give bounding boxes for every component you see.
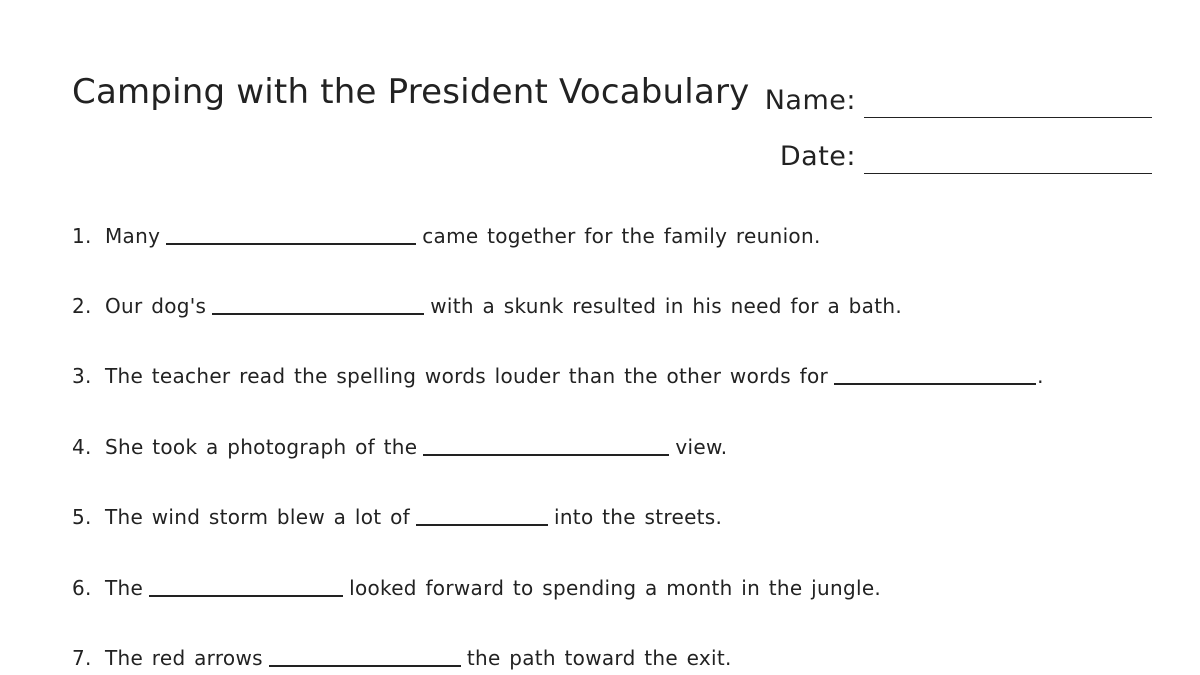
answer-blank[interactable] [166,223,416,245]
name-label: Name: [764,85,856,116]
page-title: Camping with the President Vocabulary [72,72,750,112]
question-text-after: into the streets. [553,505,723,529]
question-item [72,432,727,462]
date-blank-line[interactable] [864,173,1152,174]
question-number: 3. [72,364,92,388]
question-text-after: view. [675,435,728,459]
question-text-before: The teacher read the spelling words louder than the other words for [105,364,829,388]
question-text-before: She took a photograph of the [105,435,418,459]
question-text-after: the path toward the exit. [466,646,732,670]
answer-blank[interactable] [212,293,424,315]
question-number: 4. [72,435,92,459]
answer-blank[interactable] [269,645,461,667]
question-item [72,573,881,603]
answer-blank[interactable] [834,363,1036,385]
question-number: 2. [72,294,92,318]
question-number: 6. [72,576,92,600]
date-field [740,130,1152,174]
answer-blank[interactable] [423,434,669,456]
question-text-before: The wind storm blew a lot of [105,505,410,529]
question-text-before: Our dog's [105,294,207,318]
name-blank-line[interactable] [864,117,1152,118]
question-number: 5. [72,505,92,529]
question-number: 7. [72,646,92,670]
answer-blank[interactable] [149,575,343,597]
question-text-after: came together for the family reunion. [422,224,821,248]
question-item [72,221,821,251]
question-text-after: . [1037,364,1044,388]
question-text-before: Many [105,224,161,248]
question-text-after: with a skunk resulted in his need for a bath. [430,294,903,318]
date-label: Date: [779,141,856,172]
question-text-before: The [105,576,144,600]
question-item [72,361,1044,391]
question-item [72,643,732,673]
name-field [740,74,1152,118]
question-item [72,291,902,321]
question-text-after: looked forward to spending a month in the jungle. [349,576,882,600]
question-item [72,502,722,532]
answer-blank[interactable] [416,504,548,526]
question-text-before: The red arrows [105,646,263,670]
question-number: 1. [72,224,92,248]
